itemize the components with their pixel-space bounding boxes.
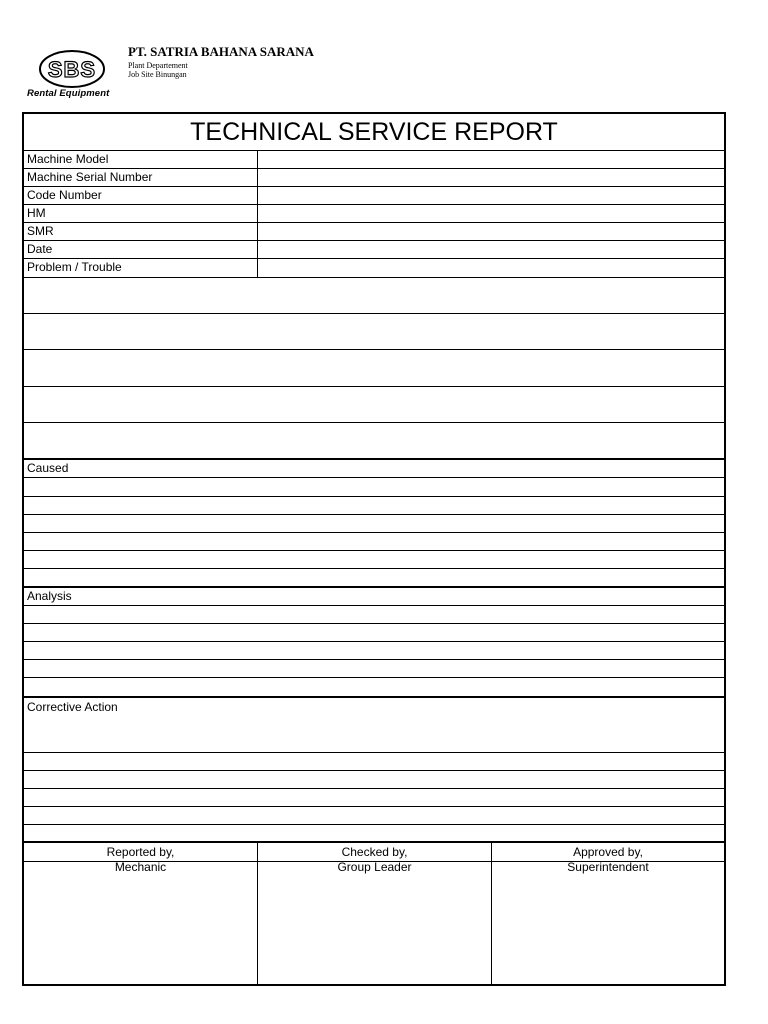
corrective-line[interactable] [24, 807, 724, 825]
field-row-code-number [24, 187, 724, 205]
analysis-line[interactable] [24, 678, 724, 698]
field-label: Machine Model [27, 152, 109, 166]
field-row-smr [24, 223, 724, 241]
letterhead [0, 0, 768, 110]
logo-caption: Rental Equipment [27, 88, 110, 99]
signature-box-group-leader[interactable] [258, 862, 491, 984]
analysis-header-row[interactable] [24, 588, 724, 606]
caused-line[interactable] [24, 497, 724, 515]
caused-line[interactable] [24, 533, 724, 551]
field-row-hm [24, 205, 724, 223]
signature-title: Mechanic [114, 860, 167, 874]
department-name: Plant Departement [128, 61, 188, 70]
corrective-line[interactable] [24, 789, 724, 807]
corrective-header-row[interactable] [24, 698, 724, 753]
analysis-line[interactable] [24, 660, 724, 678]
signature-box-superintendent[interactable] [492, 862, 724, 984]
field-row-serial-number [24, 169, 724, 187]
field-label: Date [27, 242, 53, 256]
service-report-form [22, 112, 726, 986]
sbs-logo [38, 49, 106, 89]
section-label-analysis: Analysis [27, 589, 72, 603]
corrective-line[interactable] [24, 771, 724, 789]
field-label: Problem / Trouble [27, 260, 122, 274]
field-label: Code Number [27, 188, 102, 202]
section-label-corrective: Corrective Action [27, 700, 118, 714]
caused-header-row[interactable] [24, 460, 724, 478]
caused-line[interactable] [24, 478, 724, 497]
analysis-line[interactable] [24, 624, 724, 642]
company-name: PT. SATRIA BAHANA SARANA [128, 44, 314, 59]
problem-line[interactable] [24, 350, 724, 387]
field-label: Machine Serial Number [27, 170, 153, 184]
problem-line[interactable] [24, 423, 724, 460]
corrective-line[interactable] [24, 825, 724, 843]
signature-role: Reported by, [106, 845, 175, 859]
signature-box-mechanic[interactable] [24, 862, 257, 984]
info-column-divider [257, 151, 258, 278]
logo-text: SBS [47, 57, 97, 82]
signature-title: Group Leader [337, 860, 412, 874]
caused-line[interactable] [24, 515, 724, 533]
signature-role: Approved by, [573, 845, 643, 859]
analysis-line[interactable] [24, 606, 724, 624]
corrective-line[interactable] [24, 753, 724, 771]
signature-role: Checked by, [341, 845, 408, 859]
signature-title: Superintendent [567, 860, 649, 874]
field-row-date [24, 241, 724, 259]
problem-line[interactable] [24, 314, 724, 350]
caused-line[interactable] [24, 551, 724, 569]
field-label: HM [27, 206, 46, 220]
field-row-machine-model [24, 151, 724, 169]
problem-line[interactable] [24, 387, 724, 423]
field-row-problem [24, 259, 724, 278]
form-title: TECHNICAL SERVICE REPORT [24, 114, 724, 151]
problem-line[interactable] [24, 278, 724, 314]
caused-line[interactable] [24, 569, 724, 588]
section-label-caused: Caused [27, 461, 69, 475]
job-site: Job Site Binungan [128, 70, 187, 79]
field-label: SMR [27, 224, 54, 238]
analysis-line[interactable] [24, 642, 724, 660]
